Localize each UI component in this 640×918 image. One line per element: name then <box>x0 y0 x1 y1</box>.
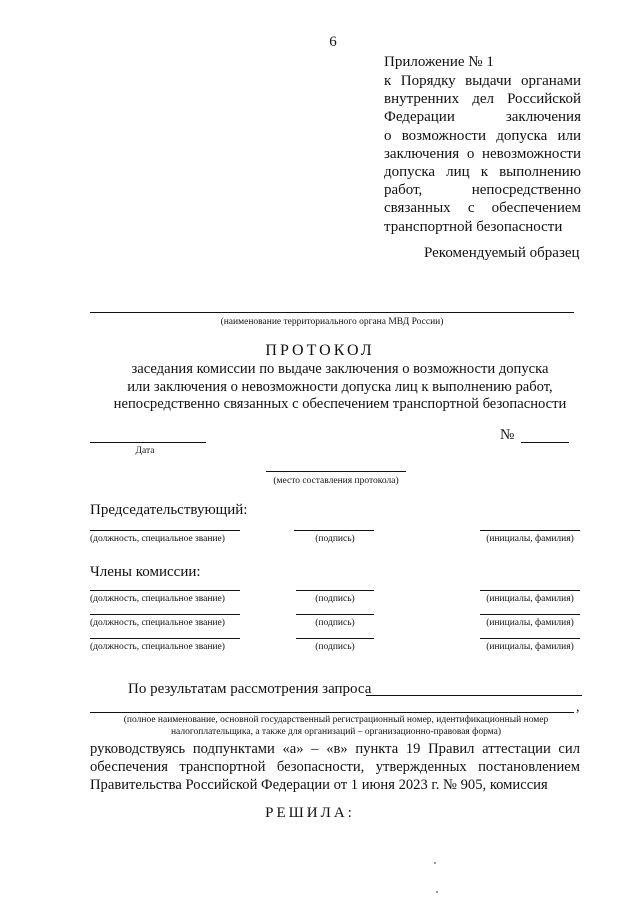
place-line <box>266 471 406 472</box>
organization-line <box>90 312 574 313</box>
decision-line: Правительства Российской Федерации от 1 июня 2023 г. № 905, комиссия <box>90 776 548 793</box>
appendix-line: связанных с обеспечением <box>384 200 581 217</box>
member-position-line <box>90 638 240 639</box>
chairperson-signature-line <box>294 530 374 531</box>
request-comma: , <box>576 700 580 715</box>
member-signature-caption: (подпись) <box>315 642 355 652</box>
date-caption: Дата <box>135 446 155 456</box>
chairperson-signature-caption: (подпись) <box>315 534 355 544</box>
member-name-caption: (инициалы, фамилия) <box>486 594 574 604</box>
request-label: По результатам рассмотрения запроса <box>128 681 372 697</box>
appendix-title: Приложение № 1 <box>384 54 494 70</box>
resolved-heading: РЕШИЛА: <box>265 805 355 821</box>
member-signature-line <box>296 638 374 639</box>
chairperson-position-caption: (должность, специальное звание) <box>90 534 225 544</box>
request-caption-line: (полное наименование, основной государственный регистрационный номер, идентификационный номер <box>123 715 549 725</box>
member-signature-caption: (подпись) <box>315 594 355 604</box>
appendix-line: транспортной безопасности <box>384 218 563 235</box>
protocol-number-label: № <box>500 427 515 443</box>
appendix-line: о возможности допуска или <box>384 127 581 144</box>
subheading-line: непосредственно связанных с обеспечением транспортной безопасности <box>113 396 567 412</box>
member-signature-line <box>296 590 374 591</box>
chairperson-position-line <box>90 530 240 531</box>
member-name-line <box>480 638 580 639</box>
appendix-line: внутренних дел Российской <box>384 91 581 108</box>
chairperson-name-line <box>480 530 580 531</box>
member-signature-caption: (подпись) <box>315 618 355 628</box>
member-name-line <box>480 614 580 615</box>
chairperson-name-caption: (инициалы, фамилия) <box>486 534 574 544</box>
subheading-line: заседания комиссии по выдаче заключения о возможности допуска <box>131 361 549 377</box>
date-line <box>90 442 206 443</box>
document-heading: ПРОТОКОЛ <box>265 342 375 359</box>
member-position-caption: (должность, специальное звание) <box>90 594 225 604</box>
appendix-line: Федерации заключения <box>384 109 581 126</box>
request-caption-line: налогоплательщика, а также для организаций – организационно-правовая форма) <box>170 727 502 737</box>
protocol-number-line <box>521 442 569 443</box>
member-signature-line <box>296 614 374 615</box>
organization-caption: (наименование территориального органа МВД России) <box>220 317 444 327</box>
member-position-line <box>90 590 240 591</box>
page-number: 6 <box>329 34 337 50</box>
subheading-line: или заключения о невозможности допуска лиц к выполнению работ, <box>127 378 553 395</box>
member-position-caption: (должность, специальное звание) <box>90 642 225 652</box>
appendix-line: к Порядку выдачи органами <box>384 73 581 89</box>
decision-line: обеспечения транспортной безопасности, утвержденных постановлением <box>90 758 580 775</box>
request-line <box>366 695 582 696</box>
appendix-line: заключения о невозможности <box>384 145 581 162</box>
recommended-sample-label: Рекомендуемый образец <box>424 245 580 261</box>
scan-speck <box>436 891 438 893</box>
scan-speck <box>434 862 436 864</box>
member-position-line <box>90 614 240 615</box>
appendix-line: допуска лиц к выполнению <box>384 164 581 181</box>
decision-line: руководствуясь подпунктами «а» – «в» пункта 19 Правил аттестации сил <box>90 741 580 757</box>
decision-text <box>90 741 580 794</box>
document-subheading <box>60 361 620 414</box>
request-full-line <box>90 712 574 713</box>
member-name-caption: (инициалы, фамилия) <box>486 642 574 652</box>
appendix-line: работ, непосредственно <box>384 182 581 199</box>
member-position-caption: (должность, специальное звание) <box>90 618 225 628</box>
members-label: Члены комиссии: <box>90 564 201 580</box>
place-caption: (место составления протокола) <box>273 476 399 486</box>
appendix-body <box>384 72 581 236</box>
member-name-caption: (инициалы, фамилия) <box>486 618 574 628</box>
chairperson-label: Председательствующий: <box>90 502 248 518</box>
request-caption <box>90 714 582 738</box>
member-name-line <box>480 590 580 591</box>
